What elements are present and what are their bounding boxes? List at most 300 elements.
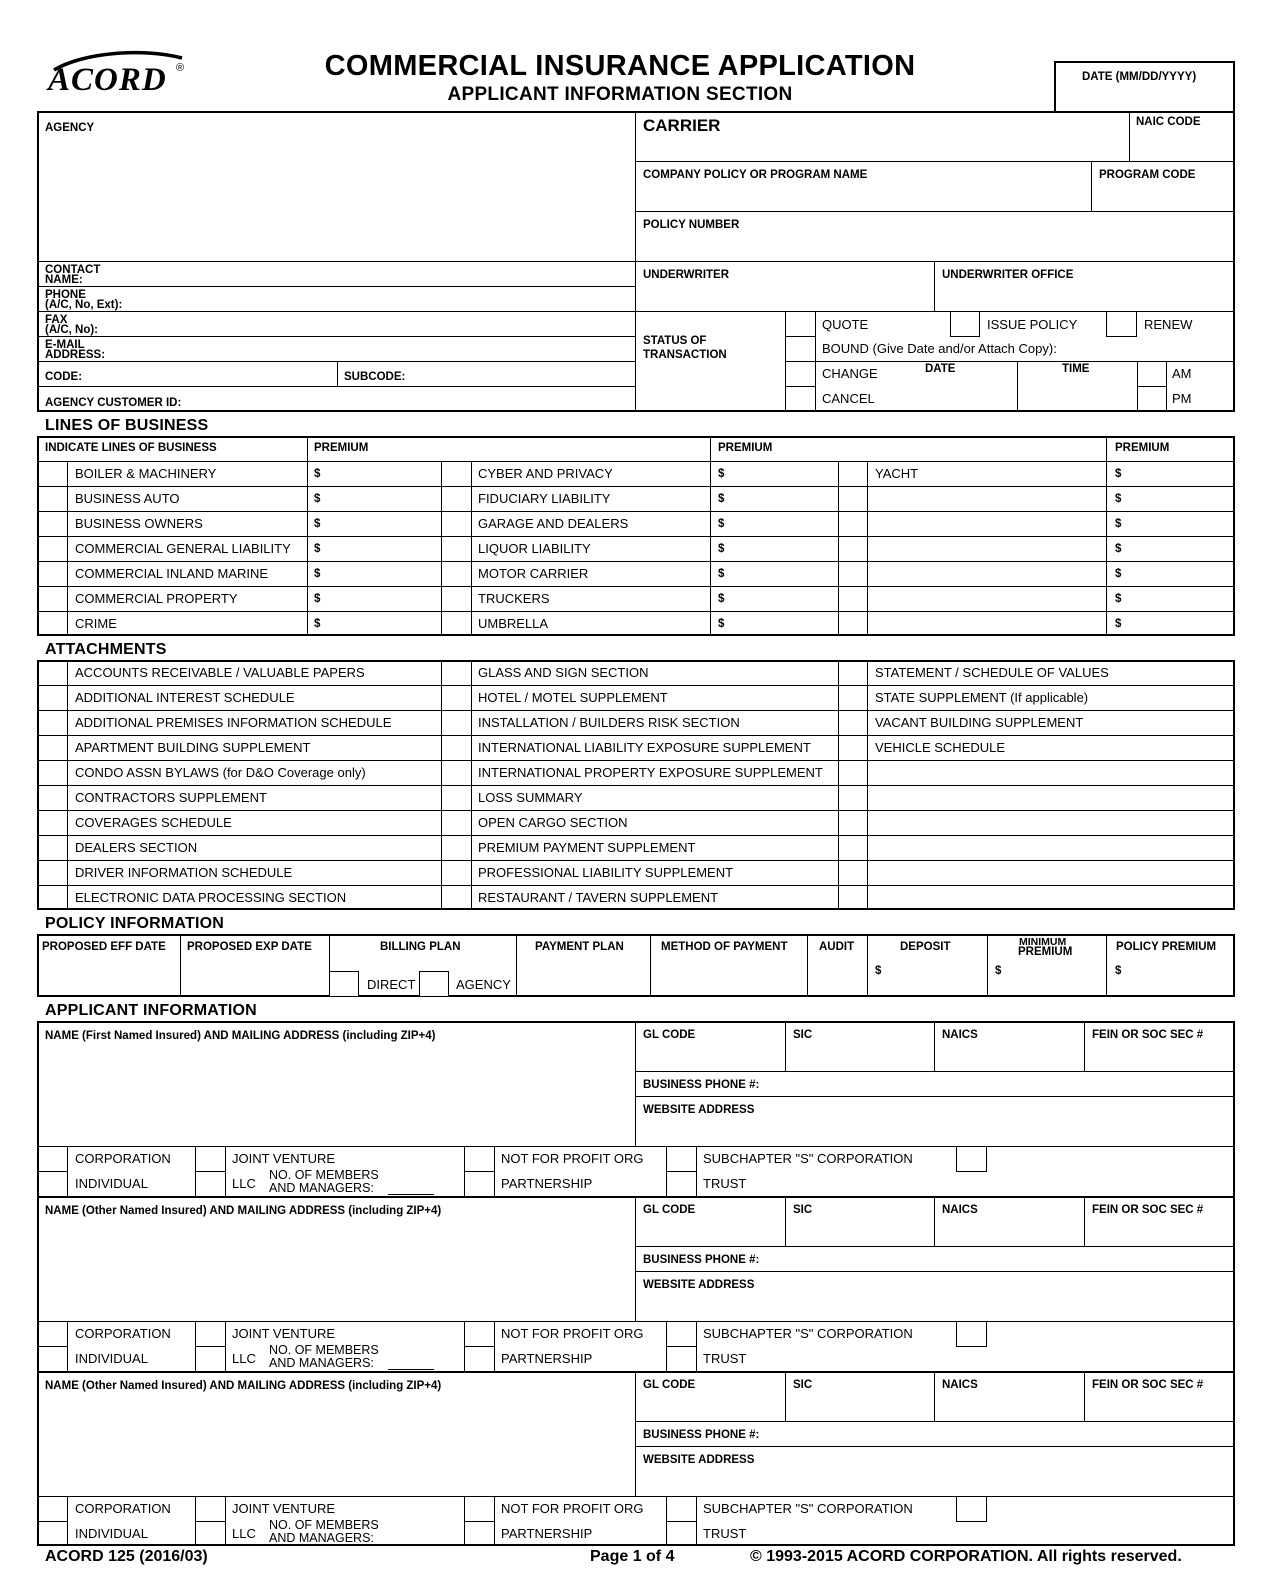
- issue-policy-checkbox[interactable]: [950, 311, 980, 337]
- applicant-1-not-for-profit-checkbox[interactable]: [465, 1147, 494, 1171]
- lob-premium-input-3-7[interactable]: [1129, 612, 1239, 636]
- lob-premium-input-3-3[interactable]: [1129, 512, 1239, 536]
- attachment-checkbox-1-7[interactable]: [38, 811, 66, 835]
- lob-checkbox-3-1[interactable]: [839, 462, 867, 486]
- applicant-2-gl-code-field[interactable]: [636, 1197, 785, 1246]
- lob-premium-dollar: $: [718, 518, 725, 530]
- applicant-2-website-label: WEBSITE ADDRESS: [643, 1279, 755, 1291]
- underwriter-office-label: UNDERWRITER OFFICE: [942, 269, 1074, 281]
- applicant-3-gl-code-label: GL CODE: [643, 1379, 696, 1391]
- applicant-1-individual-checkbox[interactable]: [38, 1172, 67, 1196]
- deposit-field[interactable]: [868, 935, 987, 996]
- attachments-title: ATTACHMENTS: [45, 641, 167, 658]
- lob-checkbox-2-5[interactable]: [442, 562, 471, 586]
- applicant-3-sic-field[interactable]: [786, 1372, 934, 1421]
- applicant-1-subchapter-s-extra-box[interactable]: [956, 1146, 987, 1172]
- applicant-3-members-label-1: NO. OF MEMBERS: [269, 1518, 379, 1532]
- attachment-item-label: HOTEL / MOTEL SUPPLEMENT: [478, 690, 668, 705]
- lob-premium-input-2-1[interactable]: [732, 462, 842, 486]
- attachment-checkbox-2-7[interactable]: [442, 811, 470, 835]
- lob-premium-dollar: $: [718, 543, 725, 555]
- divider: [1017, 361, 1018, 412]
- applicant-3-website-label: WEBSITE ADDRESS: [643, 1454, 755, 1466]
- bound-checkbox[interactable]: [786, 337, 815, 361]
- divider: [37, 685, 1235, 686]
- applicant-1-partnership-label: PARTNERSHIP: [501, 1176, 593, 1191]
- applicant-3-gl-code-field[interactable]: [636, 1372, 785, 1421]
- lob-item-label: MOTOR CARRIER: [478, 566, 589, 581]
- applicant-2-fein-field[interactable]: [1085, 1197, 1234, 1246]
- program-code-label: PROGRAM CODE: [1099, 169, 1196, 181]
- payment-plan-field[interactable]: [517, 935, 650, 996]
- proposed-exp-date-field[interactable]: [181, 935, 329, 996]
- underwriter-field[interactable]: [636, 262, 934, 311]
- divider: [494, 1321, 495, 1371]
- applicant-2-naics-label: NAICS: [942, 1204, 978, 1216]
- divider: [471, 461, 472, 636]
- divider: [1106, 436, 1107, 461]
- divider: [710, 461, 711, 636]
- indicate-lines-label: INDICATE LINES OF BUSINESS: [45, 442, 217, 454]
- bound-time-label: TIME: [1062, 363, 1090, 375]
- method-of-payment-field[interactable]: [651, 935, 807, 996]
- issue-policy-label: ISSUE POLICY: [987, 317, 1078, 332]
- lob-checkbox-1-6[interactable]: [38, 587, 67, 611]
- attachment-item-label: DEALERS SECTION: [75, 840, 198, 855]
- divider: [37, 785, 1235, 786]
- program-code-field[interactable]: [1092, 162, 1234, 211]
- applicant-3-members-input[interactable]: [388, 1532, 434, 1545]
- attachment-checkbox-2-3[interactable]: [442, 711, 470, 735]
- applicant-2-name-address-label: NAME (Other Named Insured) AND MAILING ADDRESS (including ZIP+4): [45, 1205, 442, 1217]
- lob-premium-input-2-3[interactable]: [732, 512, 842, 536]
- deposit-dollar: $: [875, 965, 882, 977]
- contact-name-field[interactable]: [39, 262, 635, 286]
- email-field[interactable]: [39, 337, 635, 361]
- applicant-2-llc-label: LLC: [232, 1351, 256, 1366]
- applicant-3-subchapter-s-extra-box[interactable]: [956, 1496, 987, 1522]
- applicant-1-sic-label: SIC: [793, 1029, 813, 1041]
- attachment-checkbox-2-10[interactable]: [442, 886, 470, 910]
- applicant-1-corporation-checkbox[interactable]: [38, 1147, 67, 1171]
- applicant-2-sic-field[interactable]: [786, 1197, 934, 1246]
- applicant-3-business-phone-label: BUSINESS PHONE #:: [643, 1429, 760, 1441]
- fax-label-1: FAX: [45, 314, 68, 326]
- lob-premium-input-2-2[interactable]: [732, 487, 842, 511]
- attachment-checkbox-1-10[interactable]: [38, 886, 66, 910]
- billing-agency-label: AGENCY: [456, 977, 511, 992]
- applicant-1-subchapter-s-checkbox[interactable]: [667, 1147, 696, 1171]
- applicant-2-not-for-profit-checkbox[interactable]: [465, 1322, 494, 1346]
- attachment-checkbox-1-3[interactable]: [38, 711, 66, 735]
- attachment-checkbox-2-2[interactable]: [442, 686, 470, 710]
- applicant-3-naics-label: NAICS: [942, 1379, 978, 1391]
- policy-premium-field[interactable]: [1107, 935, 1234, 996]
- lob-checkbox-2-3[interactable]: [442, 512, 471, 536]
- acord-logo-registered: ®: [176, 62, 185, 74]
- attachment-item-label: INSTALLATION / BUILDERS RISK SECTION: [478, 715, 740, 730]
- pm-checkbox[interactable]: [1138, 387, 1166, 411]
- attachment-item-label: GLASS AND SIGN SECTION: [478, 665, 649, 680]
- divider: [867, 461, 868, 636]
- applicant-1-trust-label: TRUST: [703, 1176, 747, 1191]
- divider: [37, 536, 1235, 537]
- am-checkbox[interactable]: [1138, 362, 1166, 386]
- contact-label-1: CONTACT: [45, 264, 101, 276]
- applicant-2-llc-checkbox[interactable]: [196, 1347, 225, 1371]
- lob-checkbox-3-6[interactable]: [839, 587, 867, 611]
- company-policy-name-field[interactable]: [636, 162, 1091, 211]
- lob-premium-input-3-1[interactable]: [1129, 462, 1239, 486]
- applicant-information-title: APPLICANT INFORMATION: [45, 1002, 257, 1019]
- attachment-checkbox-3-1[interactable]: [839, 661, 867, 685]
- bound-date-label: DATE: [925, 363, 956, 375]
- applicant-2-joint-venture-checkbox[interactable]: [196, 1322, 225, 1346]
- applicant-3-not-for-profit-checkbox[interactable]: [465, 1497, 494, 1521]
- subcode-label: SUBCODE:: [344, 371, 406, 383]
- lob-premium-dollar: $: [1115, 468, 1122, 480]
- attachment-checkbox-3-3[interactable]: [839, 711, 867, 735]
- applicant-2-fein-label: FEIN OR SOC SEC #: [1092, 1204, 1204, 1216]
- applicant-2-joint-venture-label: JOINT VENTURE: [232, 1326, 336, 1341]
- lob-checkbox-2-4[interactable]: [442, 537, 471, 561]
- divider: [37, 611, 1235, 612]
- attachment-checkbox-3-4[interactable]: [839, 736, 867, 760]
- lob-premium-input-1-1[interactable]: [328, 462, 438, 486]
- lob-premium-dollar: $: [314, 618, 321, 630]
- applicant-3-trust-label: TRUST: [703, 1526, 747, 1541]
- am-label: AM: [1172, 366, 1192, 381]
- applicant-1-trust-checkbox[interactable]: [667, 1172, 696, 1196]
- divider: [37, 486, 1235, 487]
- divider: [37, 760, 1235, 761]
- attachment-item-label: OPEN CARGO SECTION: [478, 815, 628, 830]
- applicant-3-corporation-checkbox[interactable]: [38, 1497, 67, 1521]
- attachment-checkbox-1-2[interactable]: [38, 686, 66, 710]
- lob-checkbox-3-7[interactable]: [839, 612, 867, 636]
- applicant-3-name-address-field[interactable]: [39, 1373, 635, 1496]
- lob-checkbox-3-4[interactable]: [839, 537, 867, 561]
- lob-premium-dollar: $: [718, 593, 725, 605]
- lob-checkbox-2-7[interactable]: [442, 612, 471, 636]
- cancel-label: CANCEL: [822, 391, 875, 406]
- naic-code-field[interactable]: [1130, 112, 1234, 161]
- email-label-2: ADDRESS:: [45, 349, 106, 361]
- applicant-1-naics-field[interactable]: [935, 1022, 1084, 1071]
- lob-checkbox-3-3[interactable]: [839, 512, 867, 536]
- policy-premium-dollar: $: [1115, 965, 1122, 977]
- divider: [67, 461, 68, 636]
- attachment-item-label: LOSS SUMMARY: [478, 790, 583, 805]
- applicant-1-sic-field[interactable]: [786, 1022, 934, 1071]
- applicant-3-partnership-label: PARTNERSHIP: [501, 1526, 593, 1541]
- minimum-premium-field[interactable]: [988, 935, 1106, 996]
- lob-item-label: CRIME: [75, 616, 117, 631]
- applicant-1-members-label-1: NO. OF MEMBERS: [269, 1168, 379, 1182]
- applicant-3-subchapter-s-checkbox[interactable]: [667, 1497, 696, 1521]
- date-field[interactable]: [1054, 61, 1235, 113]
- divider: [225, 1496, 226, 1546]
- lob-premium-dollar: $: [718, 493, 725, 505]
- attachment-item-label: ACCOUNTS RECEIVABLE / VALUABLE PAPERS: [75, 665, 365, 680]
- lob-checkbox-1-7[interactable]: [38, 612, 67, 636]
- applicant-3-name-address-label: NAME (Other Named Insured) AND MAILING ADDRESS (including ZIP+4): [45, 1380, 442, 1392]
- lob-item-label: COMMERCIAL INLAND MARINE: [75, 566, 269, 581]
- page-subtitle: APPLICANT INFORMATION SECTION: [447, 84, 793, 105]
- lob-item-label: TRUCKERS: [478, 591, 550, 606]
- underwriter-office-field[interactable]: [935, 262, 1234, 311]
- status-label-2: TRANSACTION: [643, 349, 727, 361]
- agency-customer-id-field[interactable]: [39, 387, 635, 411]
- divider: [37, 710, 1235, 711]
- divider: [494, 1496, 495, 1546]
- proposed-eff-date-label: PROPOSED EFF DATE: [42, 941, 166, 953]
- agency-field[interactable]: [39, 113, 635, 261]
- attachment-checkbox-3-6[interactable]: [839, 786, 867, 810]
- applicant-2-members-label-2: AND MANAGERS:: [269, 1356, 374, 1370]
- applicant-2-naics-field[interactable]: [935, 1197, 1084, 1246]
- lob-checkbox-2-1[interactable]: [442, 462, 471, 486]
- lob-premium-input-3-4[interactable]: [1129, 537, 1239, 561]
- applicant-3-business-phone-field[interactable]: [636, 1422, 1234, 1446]
- page-title: COMMERCIAL INSURANCE APPLICATION: [324, 50, 916, 82]
- applicant-3-joint-venture-label: JOINT VENTURE: [232, 1501, 336, 1516]
- lob-checkbox-2-6[interactable]: [442, 587, 471, 611]
- phone-field[interactable]: [39, 287, 635, 311]
- applicant-3-members-label-2: AND MANAGERS:: [269, 1531, 374, 1545]
- divider: [867, 660, 868, 910]
- lob-premium-dollar: $: [314, 518, 321, 530]
- lob-premium-input-1-6[interactable]: [328, 587, 438, 611]
- applicant-2-subchapter-s-checkbox[interactable]: [667, 1322, 696, 1346]
- applicant-2-website-field[interactable]: [636, 1272, 1234, 1321]
- attachment-checkbox-1-6[interactable]: [38, 786, 66, 810]
- divider: [67, 1321, 68, 1371]
- lob-premium-input-1-3[interactable]: [328, 512, 438, 536]
- attachment-item-label: ADDITIONAL PREMISES INFORMATION SCHEDULE: [75, 715, 392, 730]
- policy-number-field[interactable]: [636, 212, 1234, 261]
- audit-field[interactable]: [808, 935, 867, 996]
- applicant-3-joint-venture-checkbox[interactable]: [196, 1497, 225, 1521]
- lob-checkbox-1-3[interactable]: [38, 512, 67, 536]
- naic-code-label: NAIC CODE: [1136, 116, 1201, 128]
- divider: [696, 1146, 697, 1196]
- applicant-1-website-field[interactable]: [636, 1097, 1234, 1146]
- change-checkbox[interactable]: [786, 362, 815, 386]
- fax-field[interactable]: [39, 312, 635, 336]
- applicant-1-gl-code-field[interactable]: [636, 1022, 785, 1071]
- lob-checkbox-2-2[interactable]: [442, 487, 471, 511]
- applicant-1-fein-field[interactable]: [1085, 1022, 1234, 1071]
- divider: [635, 311, 1235, 312]
- applicant-3-website-field[interactable]: [636, 1447, 1234, 1496]
- attachment-checkbox-2-4[interactable]: [442, 736, 470, 760]
- lob-item-label: FIDUCIARY LIABILITY: [478, 491, 611, 506]
- attachment-checkbox-3-10[interactable]: [839, 886, 867, 910]
- divider: [37, 461, 1235, 462]
- lob-premium-input-1-7[interactable]: [328, 612, 438, 636]
- lob-premium-input-3-5[interactable]: [1129, 562, 1239, 586]
- applicant-2-partnership-checkbox[interactable]: [465, 1347, 494, 1371]
- lob-premium-input-3-6[interactable]: [1129, 587, 1239, 611]
- lob-premium-input-1-5[interactable]: [328, 562, 438, 586]
- attachment-checkbox-1-8[interactable]: [38, 836, 66, 860]
- lob-item-label: BOILER & MACHINERY: [75, 466, 217, 481]
- divider: [37, 586, 1235, 587]
- subcode-field[interactable]: [338, 362, 635, 386]
- divider: [37, 810, 1235, 811]
- applicant-1-business-phone-field[interactable]: [636, 1072, 1234, 1096]
- lob-checkbox-1-1[interactable]: [38, 462, 67, 486]
- lob-item-label: CYBER AND PRIVACY: [478, 466, 613, 481]
- attachment-checkbox-1-9[interactable]: [38, 861, 66, 885]
- applicant-1-members-input[interactable]: [388, 1182, 434, 1195]
- attachment-item-label: INTERNATIONAL LIABILITY EXPOSURE SUPPLEMENT: [478, 740, 811, 755]
- applicant-1-partnership-checkbox[interactable]: [465, 1172, 494, 1196]
- lob-premium-dollar: $: [718, 568, 725, 580]
- premium-header-3: PREMIUM: [1115, 442, 1170, 454]
- lob-item-label: COMMERCIAL PROPERTY: [75, 591, 238, 606]
- quote-checkbox[interactable]: [786, 312, 815, 336]
- divider: [37, 561, 1235, 562]
- billing-direct-checkbox[interactable]: [329, 971, 359, 997]
- applicant-2-corporation-checkbox[interactable]: [38, 1322, 67, 1346]
- divider: [710, 436, 711, 461]
- attachment-checkbox-2-6[interactable]: [442, 786, 470, 810]
- attachment-item-label: ADDITIONAL INTEREST SCHEDULE: [75, 690, 295, 705]
- attachment-item-label: ELECTRONIC DATA PROCESSING SECTION: [75, 890, 347, 905]
- applicant-1-business-phone-label: BUSINESS PHONE #:: [643, 1079, 760, 1091]
- attachment-item-label: INTERNATIONAL PROPERTY EXPOSURE SUPPLEMENT: [478, 765, 823, 780]
- lob-premium-dollar: $: [314, 568, 321, 580]
- company-policy-name-label: COMPANY POLICY OR PROGRAM NAME: [643, 169, 868, 181]
- applicant-1-members-label-2: AND MANAGERS:: [269, 1181, 374, 1195]
- lob-premium-input-1-4[interactable]: [328, 537, 438, 561]
- lob-premium-input-3-2[interactable]: [1129, 487, 1239, 511]
- applicant-2-not-for-profit-label: NOT FOR PROFIT ORG: [501, 1326, 644, 1341]
- lob-premium-input-2-4[interactable]: [732, 537, 842, 561]
- lob-premium-input-1-2[interactable]: [328, 487, 438, 511]
- applicant-3-llc-checkbox[interactable]: [196, 1522, 225, 1546]
- attachment-checkbox-2-9[interactable]: [442, 861, 470, 885]
- lob-checkbox-3-2[interactable]: [839, 487, 867, 511]
- carrier-field[interactable]: [636, 112, 1129, 161]
- attachment-checkbox-3-2[interactable]: [839, 686, 867, 710]
- phone-label-1: PHONE: [45, 289, 86, 301]
- copyright: © 1993-2015 ACORD CORPORATION. All rights reserved.: [750, 1548, 1182, 1565]
- divider: [494, 1146, 495, 1196]
- lob-checkbox-3-5[interactable]: [839, 562, 867, 586]
- lob-checkbox-1-2[interactable]: [38, 487, 67, 511]
- applicant-2-subchapter-s-label: SUBCHAPTER "S" CORPORATION: [703, 1326, 913, 1341]
- status-of-transaction-label: [643, 336, 727, 361]
- minimum-premium-dollar: $: [995, 965, 1002, 977]
- applicant-1-name-address-field[interactable]: [39, 1023, 635, 1146]
- applicant-1-llc-checkbox[interactable]: [196, 1172, 225, 1196]
- divider: [225, 1321, 226, 1371]
- proposed-eff-date-field[interactable]: [38, 935, 180, 996]
- lob-checkbox-1-4[interactable]: [38, 537, 67, 561]
- lob-premium-dollar: $: [314, 468, 321, 480]
- attachment-checkbox-3-9[interactable]: [839, 861, 867, 885]
- lob-item-label: UMBRELLA: [478, 616, 549, 631]
- applicant-3-partnership-checkbox[interactable]: [465, 1522, 494, 1546]
- attachment-checkbox-3-8[interactable]: [839, 836, 867, 860]
- attachment-checkbox-1-4[interactable]: [38, 736, 66, 760]
- lob-premium-input-2-6[interactable]: [732, 587, 842, 611]
- renew-checkbox[interactable]: [1106, 311, 1137, 337]
- attachment-item-label: COVERAGES SCHEDULE: [75, 815, 232, 830]
- applicant-3-individual-checkbox[interactable]: [38, 1522, 67, 1546]
- applicant-2-subchapter-s-extra-box[interactable]: [956, 1321, 987, 1347]
- attachment-checkbox-1-5[interactable]: [38, 761, 66, 785]
- premium-header-2: PREMIUM: [718, 442, 773, 454]
- contact-label-2: NAME:: [45, 274, 83, 286]
- applicant-2-individual-checkbox[interactable]: [38, 1347, 67, 1371]
- lob-premium-dollar: $: [314, 543, 321, 555]
- cancel-checkbox[interactable]: [786, 387, 815, 411]
- lob-premium-dollar: $: [314, 593, 321, 605]
- divider: [37, 885, 1235, 886]
- lob-premium-input-2-5[interactable]: [732, 562, 842, 586]
- phone-label-2: (A/C, No, Ext):: [45, 299, 123, 311]
- applicant-2-individual-label: INDIVIDUAL: [75, 1351, 148, 1366]
- applicant-2-members-label-1: NO. OF MEMBERS: [269, 1343, 379, 1357]
- applicant-3-fein-field[interactable]: [1085, 1372, 1234, 1421]
- attachment-checkbox-3-5[interactable]: [839, 761, 867, 785]
- applicant-1-joint-venture-checkbox[interactable]: [196, 1147, 225, 1171]
- form-title: [320, 50, 920, 106]
- applicant-3-trust-checkbox[interactable]: [667, 1522, 696, 1546]
- lob-premium-dollar: $: [1115, 543, 1122, 555]
- attachment-checkbox-1-1[interactable]: [38, 661, 66, 685]
- code-field[interactable]: [39, 362, 337, 386]
- attachment-checkbox-2-8[interactable]: [442, 836, 470, 860]
- applicant-2-members-input[interactable]: [388, 1357, 434, 1370]
- applicant-2-name-address-field[interactable]: [39, 1198, 635, 1321]
- attachment-checkbox-3-7[interactable]: [839, 811, 867, 835]
- billing-direct-label: DIRECT: [367, 977, 416, 992]
- attachment-checkbox-2-1[interactable]: [442, 661, 470, 685]
- agency-customer-id-label: AGENCY CUSTOMER ID:: [45, 397, 182, 409]
- attachment-item-label: CONDO ASSN BYLAWS (for D&O Coverage only): [75, 765, 366, 780]
- renew-label: RENEW: [1144, 317, 1193, 332]
- carrier-label: CARRIER: [643, 116, 721, 135]
- applicant-2-partnership-label: PARTNERSHIP: [501, 1351, 593, 1366]
- applicant-1-gl-code-label: GL CODE: [643, 1029, 696, 1041]
- applicant-1-llc-label: LLC: [232, 1176, 256, 1191]
- applicant-2-business-phone-field[interactable]: [636, 1247, 1234, 1271]
- lob-premium-input-2-7[interactable]: [732, 612, 842, 636]
- attachment-item-label: CONTRACTORS SUPPLEMENT: [75, 790, 267, 805]
- attachment-checkbox-2-5[interactable]: [442, 761, 470, 785]
- billing-agency-checkbox[interactable]: [419, 971, 449, 997]
- applicant-1-naics-label: NAICS: [942, 1029, 978, 1041]
- lob-checkbox-1-5[interactable]: [38, 562, 67, 586]
- status-label-1: STATUS OF: [643, 335, 707, 347]
- lob-item-label: GARAGE AND DEALERS: [478, 516, 629, 531]
- attachment-item-label: VEHICLE SCHEDULE: [875, 740, 1006, 755]
- applicant-1-individual-label: INDIVIDUAL: [75, 1176, 148, 1191]
- applicant-2-gl-code-label: GL CODE: [643, 1204, 696, 1216]
- applicant-2-trust-checkbox[interactable]: [667, 1347, 696, 1371]
- lob-premium-dollar: $: [1115, 593, 1122, 605]
- policy-information-title: POLICY INFORMATION: [45, 915, 225, 932]
- applicant-3-naics-field[interactable]: [935, 1372, 1084, 1421]
- lob-premium-dollar: $: [1115, 518, 1122, 530]
- lob-premium-dollar: $: [718, 618, 725, 630]
- method-of-payment-label: METHOD OF PAYMENT: [661, 941, 788, 953]
